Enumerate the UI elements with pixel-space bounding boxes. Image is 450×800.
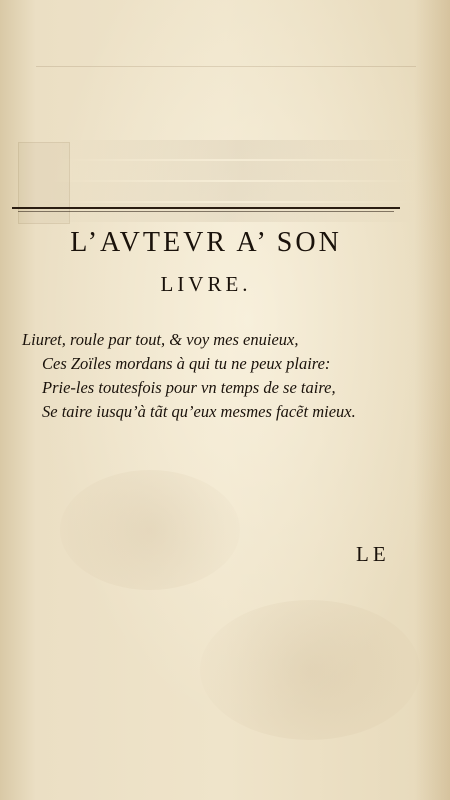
poem (22, 328, 412, 424)
paper-stain (60, 470, 240, 590)
poem-line-4: Se taire iusqu’à tãt qu’eux mesmes facẽt mieux. (42, 402, 356, 421)
heading-line-1: L’AVTEVR A’ SON (70, 227, 342, 258)
catchword: LE (356, 542, 390, 566)
heading-line-2: LIVRE. (160, 272, 252, 296)
paper-stain (200, 600, 420, 740)
poem-line-3: Prie-les toutesfois pour vn temps de se taire, (42, 378, 336, 397)
poem-line-1: Liuret, roule par tout, & voy mes enuieux, (22, 330, 299, 349)
headpiece-rule (12, 207, 400, 209)
poem-line-2: Ces Zoïles mordans à qui tu ne peux plaire: (42, 354, 331, 373)
headpiece-rule-thin (18, 211, 394, 212)
show-through-rule (36, 66, 416, 67)
